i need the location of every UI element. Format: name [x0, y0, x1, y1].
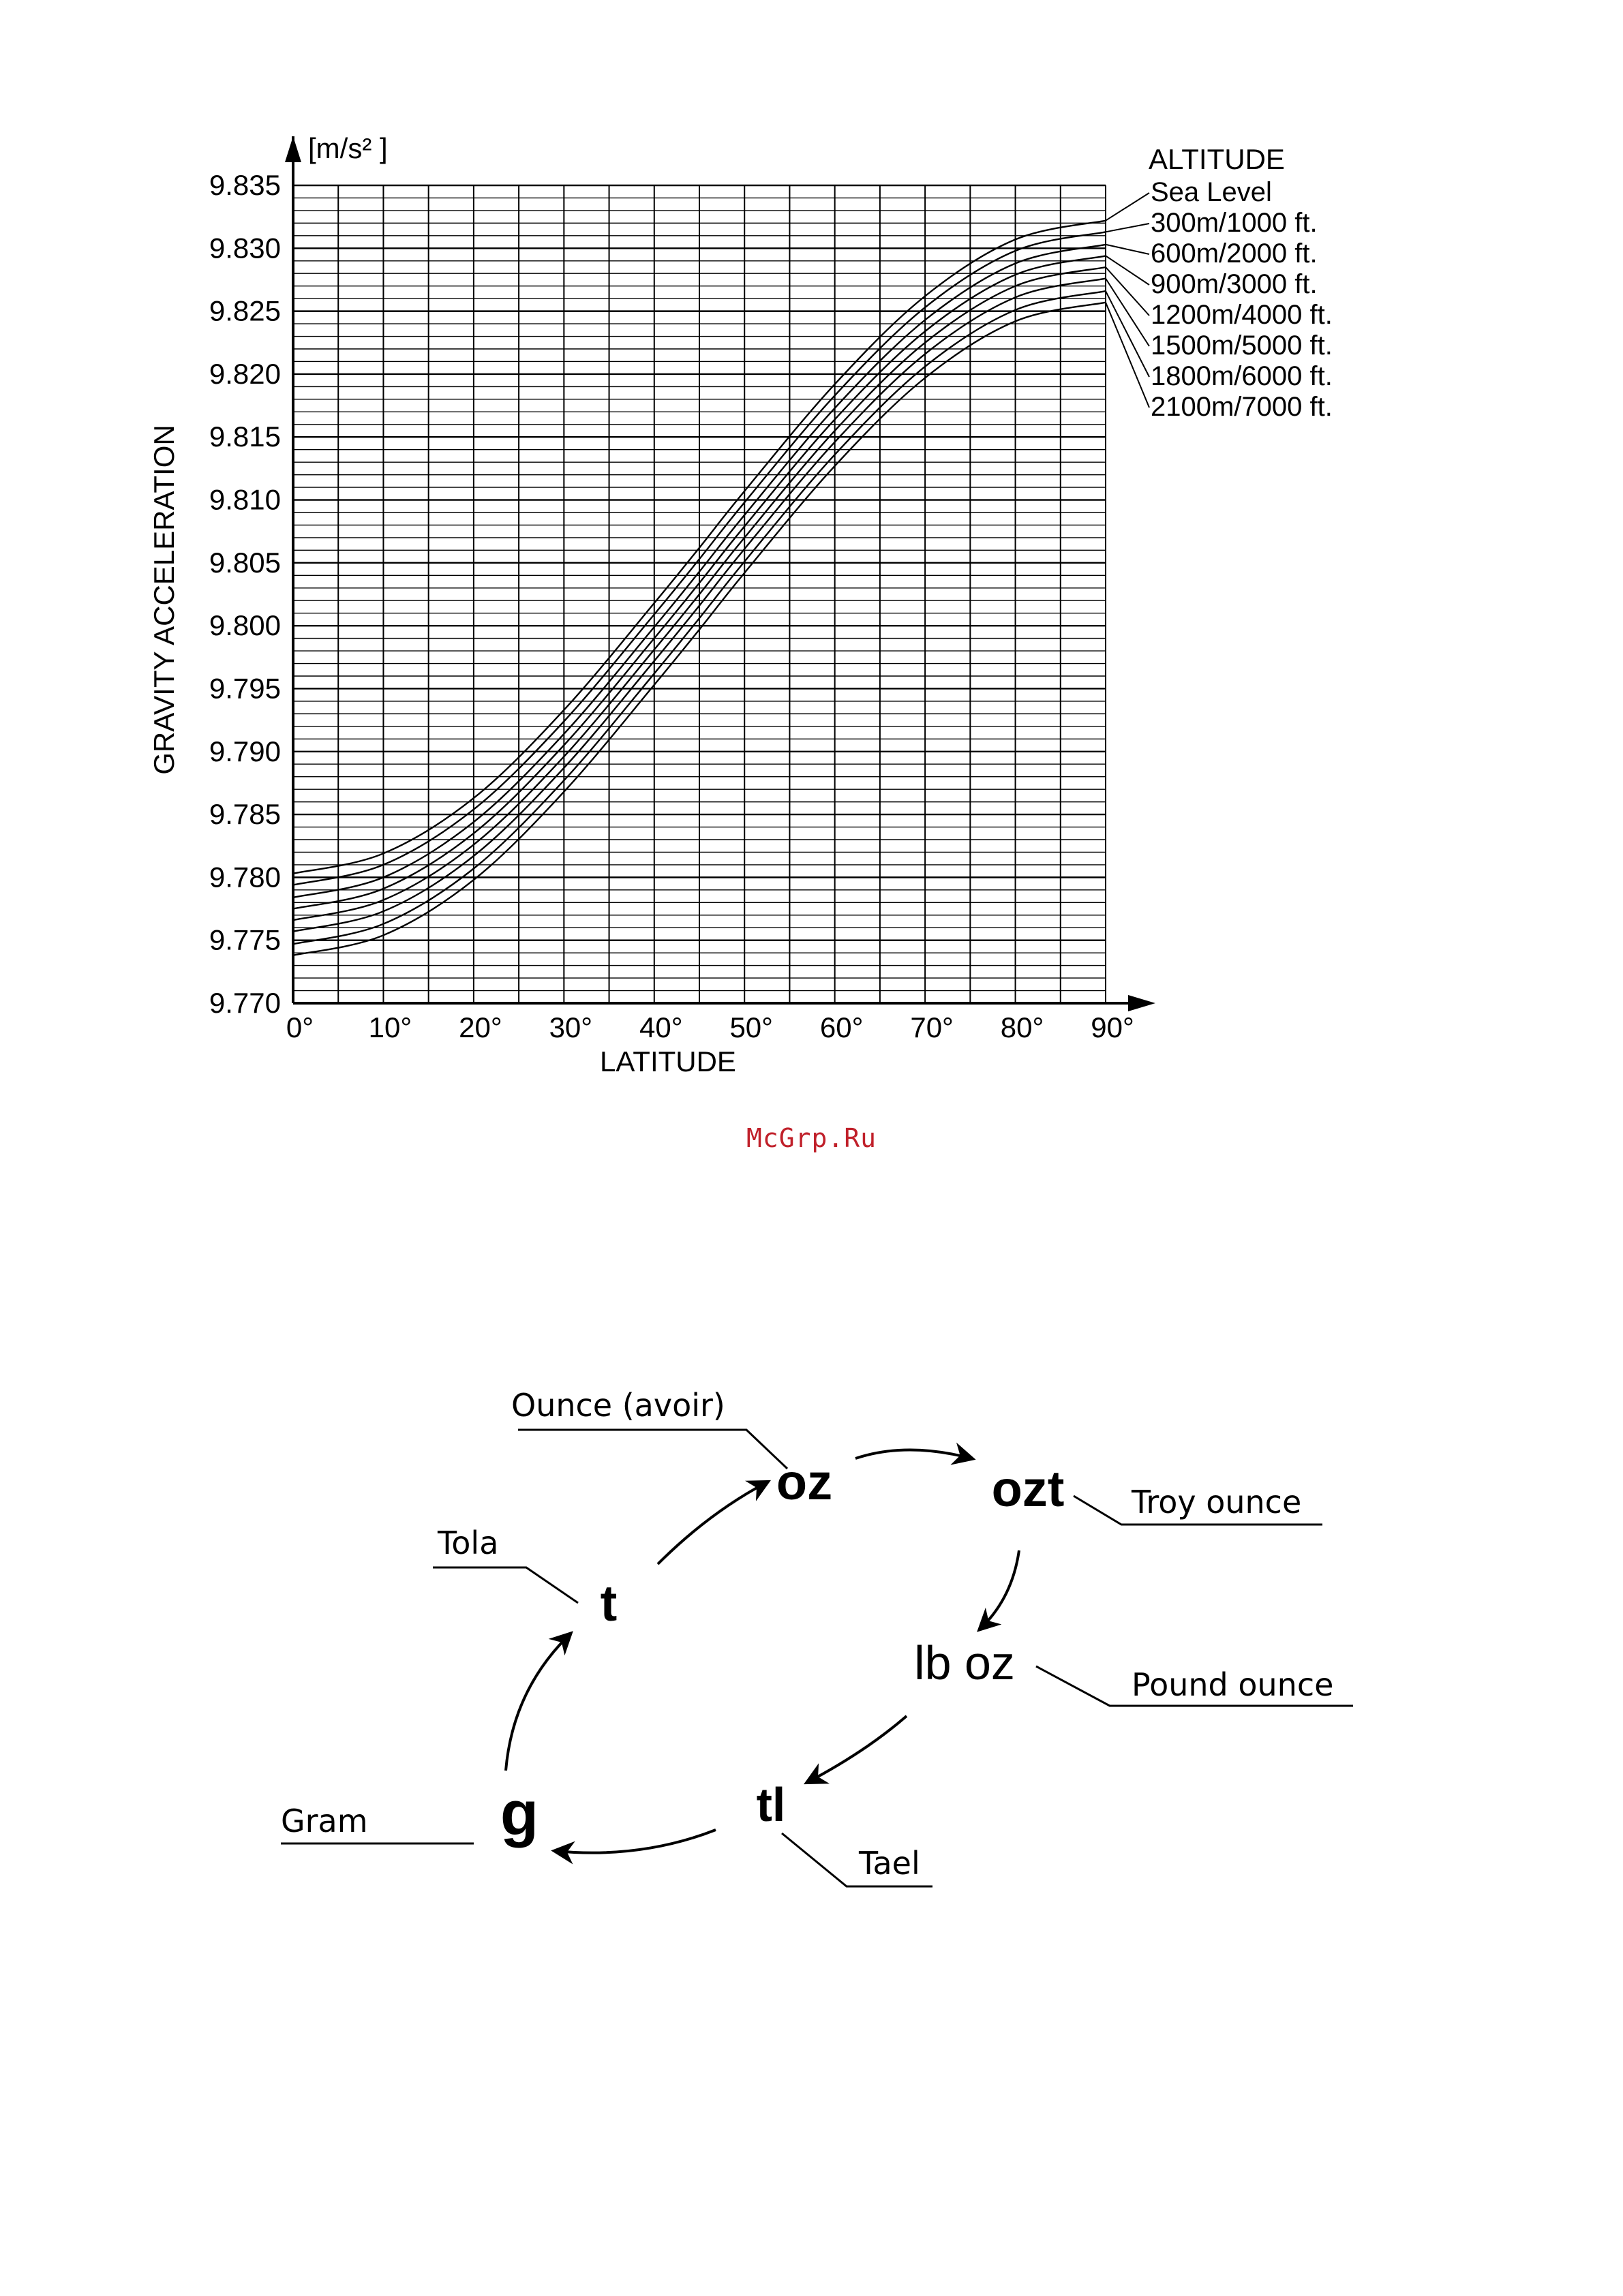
arrow-ozt-to-lboz — [980, 1550, 1019, 1629]
chart-axes — [285, 136, 1155, 1011]
y-tick-label: 9.780 — [209, 861, 281, 893]
legend-entry: 1200m/4000 ft. — [1151, 300, 1333, 330]
node-ozt-symbol: ozt — [991, 1460, 1065, 1517]
x-tick-label: 20° — [459, 1011, 502, 1043]
x-axis-title: LATITUDE — [600, 1045, 736, 1077]
y-axis-arrow — [285, 136, 301, 162]
arrow-g-to-t — [506, 1634, 570, 1771]
legend-leader — [1106, 279, 1149, 346]
label-ounce-avoir: Ounce (avoir) — [511, 1387, 725, 1424]
x-tick-label: 30° — [549, 1011, 593, 1043]
node-lboz-symbol: lb oz — [914, 1636, 1015, 1689]
x-tick-label: 50° — [729, 1011, 773, 1043]
y-tick-label: 9.835 — [209, 169, 281, 201]
y-tick-label: 9.800 — [209, 609, 281, 642]
x-tick-label: 70° — [910, 1011, 954, 1043]
legend-entry: 900m/3000 ft. — [1151, 269, 1318, 299]
legend-leader — [1106, 256, 1149, 285]
node-tl-symbol: tl — [756, 1778, 786, 1831]
legend-leader — [1106, 291, 1149, 377]
x-tick-label: 10° — [368, 1011, 412, 1043]
y-tick-label: 9.775 — [209, 923, 281, 956]
legend — [1149, 143, 1333, 422]
legend-leader — [1106, 267, 1149, 316]
y-axis-title: GRAVITY ACCELERATION — [148, 425, 180, 775]
legend-entry: 2100m/7000 ft. — [1151, 392, 1333, 422]
y-tick-label: 9.790 — [209, 735, 281, 767]
unit-conversion-diagram — [0, 1329, 1623, 1942]
x-tick-label: 0° — [286, 1011, 314, 1043]
x-tick-label: 60° — [819, 1011, 864, 1043]
node-t-symbol: t — [600, 1575, 618, 1632]
y-tick-label: 9.785 — [209, 798, 281, 831]
legend-leader — [1106, 245, 1149, 254]
label-troy-ounce: Troy ounce — [1132, 1484, 1302, 1520]
arrow-oz-to-ozt — [855, 1450, 971, 1459]
y-tick-label: 9.795 — [209, 672, 281, 705]
y-tick-label: 9.805 — [209, 546, 281, 579]
legend-leaders — [1106, 193, 1149, 408]
y-tick-label: 9.770 — [209, 987, 281, 1019]
arrow-lboz-to-tl — [808, 1716, 907, 1782]
legend-entry: 300m/1000 ft. — [1151, 208, 1318, 238]
arrow-tl-to-g — [556, 1830, 716, 1853]
y-tick-label: 9.825 — [209, 294, 281, 327]
x-axis-arrow — [1128, 995, 1155, 1011]
x-tick-label: 80° — [1000, 1011, 1044, 1043]
y-tick-label: 9.810 — [209, 483, 281, 516]
legend-leader — [1106, 193, 1149, 221]
label-pound-ounce: Pound ounce — [1132, 1666, 1334, 1703]
label-tael: Tael — [859, 1845, 920, 1882]
x-tick-labels — [286, 1011, 1134, 1043]
label-tola: Tola — [438, 1525, 499, 1561]
watermark: McGrp.Ru — [746, 1123, 877, 1153]
legend-title: ALTITUDE — [1149, 143, 1285, 175]
legend-leader — [1106, 303, 1149, 408]
y-tick-label: 9.830 — [209, 232, 281, 264]
y-unit-label: [m/s² ] — [308, 132, 388, 164]
leader-ounce-avoir — [518, 1430, 787, 1469]
x-tick-label: 40° — [639, 1011, 683, 1043]
legend-entry: 1500m/5000 ft. — [1151, 331, 1333, 361]
node-oz-symbol: oz — [776, 1454, 833, 1510]
node-g-symbol: g — [500, 1779, 539, 1848]
leader-tola — [433, 1567, 578, 1603]
y-tick-label: 9.820 — [209, 357, 281, 390]
legend-entry: 600m/2000 ft. — [1151, 239, 1318, 269]
x-tick-label: 90° — [1091, 1011, 1134, 1043]
y-tick-labels — [209, 169, 281, 1019]
legend-entry: 1800m/6000 ft. — [1151, 361, 1333, 391]
label-gram: Gram — [281, 1803, 368, 1839]
legend-leader — [1106, 224, 1149, 232]
legend-entry: Sea Level — [1151, 177, 1272, 207]
y-tick-label: 9.815 — [209, 420, 281, 453]
arrow-t-to-oz — [658, 1482, 767, 1564]
